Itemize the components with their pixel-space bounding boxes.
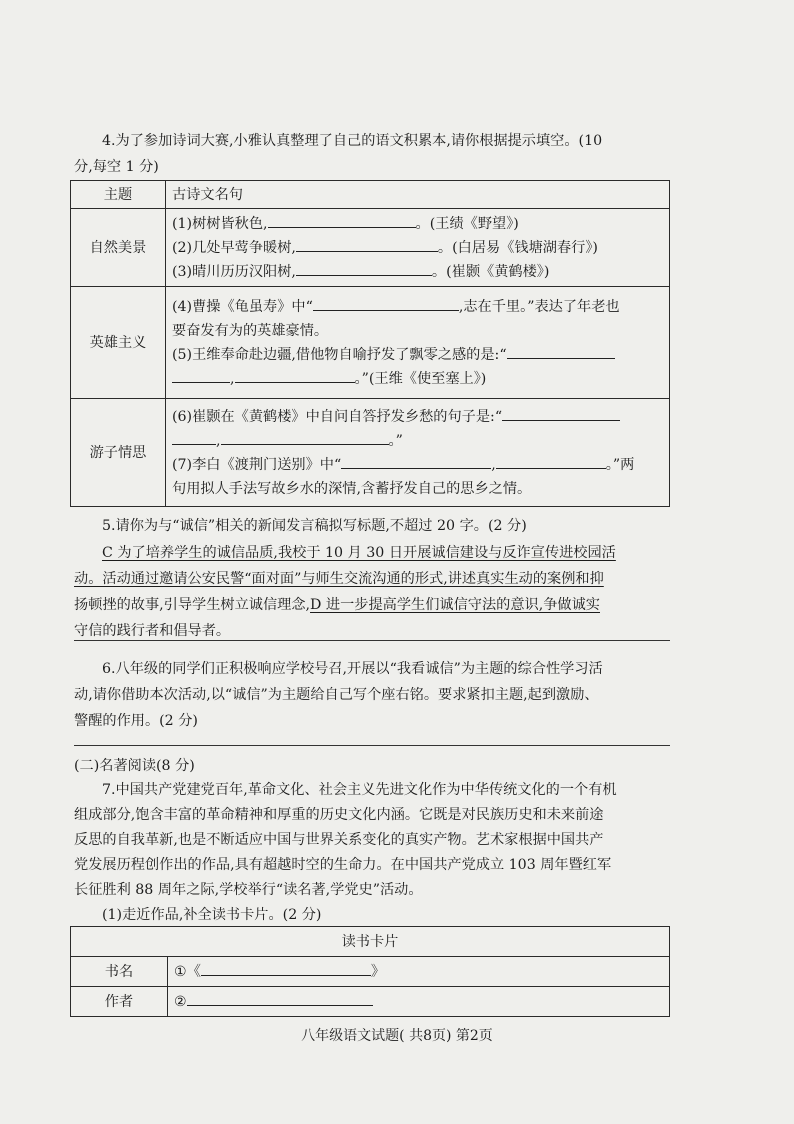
book-prefix: ①《: [174, 963, 201, 980]
poem-table: [70, 180, 670, 507]
q5-passage-line3a: 扬顿挫的故事,引导学生树立诚信理念,: [74, 597, 311, 613]
topic-home: 游子情思: [71, 399, 166, 507]
blank-6a[interactable]: [502, 405, 620, 421]
blank-7b[interactable]: [496, 453, 606, 469]
blank-book[interactable]: [201, 960, 371, 976]
q5-passage-line1: C 为了培养学生的诚信品质,我校于 10 月 30 日开展诚信建设与反诈宣传进校园活: [102, 545, 616, 561]
blank-3[interactable]: [296, 260, 432, 276]
card-author-value: [168, 987, 670, 1017]
row-hero: [71, 287, 670, 399]
hero-line4-text: (4)曹操《龟虽寿》中“: [172, 298, 313, 315]
hero-line5-comma: ,: [230, 370, 235, 387]
content-home: [166, 399, 670, 507]
row-nature: [71, 209, 670, 287]
topic-hero: 英雄主义: [71, 287, 166, 399]
q4-stem: [74, 128, 674, 180]
poem-table-header: [71, 181, 670, 209]
q6-answer-line[interactable]: [74, 745, 670, 746]
q5-passage-line2: 动。活动通过邀请公安民警“面对面”与师生交流沟通的形式,讲述真实生动的案例和抑: [74, 571, 604, 587]
home-line7-cont: 句用拟人手法写故乡水的深情,含蓄抒发自己的思乡之情。: [172, 480, 532, 497]
card-book-label: 书名: [71, 957, 168, 987]
card-author-label: 作者: [71, 987, 168, 1017]
q4-stem-line1: 4.为了参加诗词大赛,小雅认真整理了自己的语文积累本,请你根据提示填空。(10: [102, 133, 603, 149]
q6-stem: [74, 656, 674, 734]
q5-passage-line4: 守信的践行者和倡导者。: [74, 623, 231, 639]
q7-line1: 7.中国共产党建党百年,革命文化、社会主义先进文化作为中华传统文化的一个有机: [102, 782, 617, 798]
home-line7-end: 。”两: [605, 456, 635, 473]
q6-line3: 警醒的作用。(2 分): [74, 713, 198, 729]
card-author-row: [71, 987, 670, 1017]
hero-line4-tail: ,志在千里。”表达了年老也: [458, 298, 620, 315]
blank-6b[interactable]: [172, 429, 216, 445]
blank-7a[interactable]: [341, 453, 491, 469]
q7-line5: 长征胜利 88 周年之际,学校举行“读名著,学党史”活动。: [74, 882, 423, 898]
card-book-value: [168, 957, 670, 987]
q5-stem: 5.请你为与“诚信”相关的新闻发言稿拟写标题,不超过 20 字。(2 分): [102, 518, 527, 534]
q5-passage-line3b: D 进一步提高学生们诚信守法的意识,争做诚实: [310, 597, 600, 613]
page-footer: 八年级语文试题( 共8页) 第2页: [301, 1028, 493, 1044]
nature-line2-source: 。(白居易《钱塘湖春行》): [437, 239, 598, 256]
nature-line3-source: 。(崔颢《黄鹤楼》): [431, 263, 550, 280]
row-home: [71, 399, 670, 507]
blank-5b[interactable]: [172, 367, 230, 383]
nature-line2-text: (2)几处早莺争暖树,: [172, 239, 296, 256]
blank-1[interactable]: [268, 212, 416, 228]
section2-heading: (二)名著阅读(8 分): [74, 758, 195, 774]
topic-nature: 自然美景: [71, 209, 166, 287]
blank-5a[interactable]: [507, 343, 615, 359]
home-line7-comma: ,: [491, 456, 496, 473]
q7-sub1: (1)走近作品,补全读书卡片。(2 分): [102, 907, 322, 923]
home-line6-text: (6)崔颢在《黄鹤楼》中自问自答抒发乡愁的句子是:“: [172, 408, 503, 425]
q4-stem-line2: 分,每空 1 分): [74, 159, 159, 175]
hero-line5-text: (5)王维奉命赴边疆,借他物自喻抒发了飘零之感的是:“: [172, 346, 507, 363]
blank-6c[interactable]: [221, 429, 389, 445]
q6-line1: 6.八年级的同学们正积极响应学校号召,开展以“我看诚信”为主题的综合性学习活: [102, 661, 603, 677]
q7-line3: 反思的自我革新,也是不断适应中国与世界关系变化的真实产物。艺术家根据中国共产: [74, 832, 604, 848]
blank-5c[interactable]: [235, 367, 355, 383]
home-line6-end: 。”: [388, 432, 403, 449]
q7-line4: 党发展历程创作出的作品,具有超越时空的生命力。在中国共产党成立 103 周年暨红军: [74, 857, 612, 873]
header-topic: 主题: [71, 181, 166, 209]
q7-line2: 组成部分,饱含丰富的革命精神和厚重的历史文化内涵。它既是对民族历史和未来前途: [74, 807, 604, 823]
q5-passage: [74, 540, 674, 644]
card-book-row: [71, 957, 670, 987]
header-content: 古诗文名句: [166, 181, 670, 209]
content-hero: [166, 287, 670, 399]
blank-author[interactable]: [187, 990, 373, 1006]
q6-line2: 动,请你借助本次活动,以“诚信”为主题给自己写个座右铭。要求紧扣主题,起到激励、: [74, 687, 599, 703]
q5-answer-line[interactable]: [74, 640, 670, 641]
nature-line1-source: 。(王绩《野望》): [415, 215, 519, 232]
nature-line1-text: (1)树树皆秋色,: [172, 215, 268, 232]
blank-4[interactable]: [313, 295, 459, 311]
hero-line5-source: 。”(王维《使至塞上》): [354, 370, 487, 387]
author-prefix: ②: [174, 993, 187, 1010]
card-title: 读书卡片: [71, 927, 670, 957]
book-suffix: 》: [370, 963, 386, 980]
home-line6-comma: ,: [216, 432, 221, 449]
hero-line4-cont: 要奋发有为的英雄豪情。: [172, 322, 329, 339]
content-nature: [166, 209, 670, 287]
nature-line3-text: (3)晴川历历汉阳树,: [172, 263, 296, 280]
card-title-row: [71, 927, 670, 957]
blank-2[interactable]: [296, 236, 438, 252]
home-line7-text: (7)李白《渡荆门送别》中“: [172, 456, 342, 473]
q7-stem: [74, 778, 674, 928]
reading-card: [70, 926, 670, 1017]
